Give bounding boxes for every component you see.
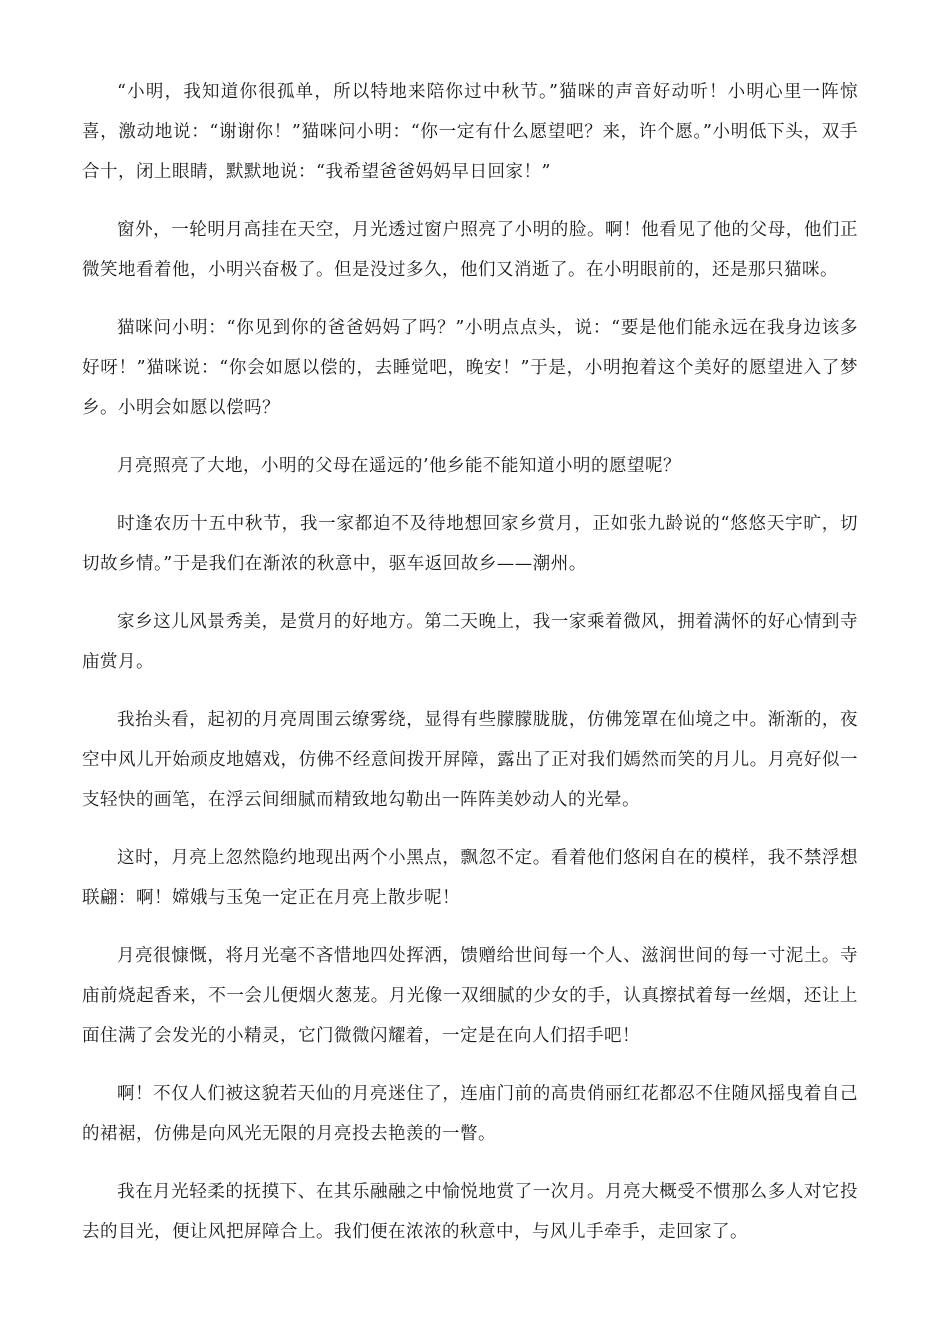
paragraph-10: 啊！不仅人们被这貌若天仙的月亮迷住了，连庙门前的高贵俏丽红花都忍不住随风摇曳着自己的裙裾，仿佛是向风光无限的月亮投去艳羡的一瞥。 [82, 1084, 858, 1144]
paragraph-5: 时逢农历十五中秋节，我一家都迫不及待地想回家乡赏月，正如张九龄说的“悠悠天宇旷，切切故乡情。”于是我们在渐浓的秋意中，驱车返回故乡——潮州。 [82, 514, 858, 574]
paragraph-4: 月亮照亮了大地，小明的父母在遥远的’他乡能不能知道小明的愿望呢？ [117, 456, 682, 476]
document-page [82, 72, 858, 1270]
paragraph-8: 这时，月亮上忽然隐约地现出两个小黑点，飘忽不定。看着他们悠闲自在的模样，我不禁浮想联翩：啊！嫦娥与玉兔一定正在月亮上散步呢！ [82, 848, 858, 908]
paragraph-7: 我抬头看，起初的月亮周围云缭雾绕，显得有些朦朦胧胧，仿佛笼罩在仙境之中。渐渐的，夜空中风儿开始顽皮地嬉戏，仿佛不经意间拨开屏障，露出了正对我们嫣然而笑的月儿。月亮好似一支轻快的画笔，在浮云间细腻而精致地勾勒出一阵阵美妙动人的光晕。 [82, 710, 858, 810]
paragraph-6: 家乡这儿风景秀美，是赏月的好地方。第二天晚上，我一家乘着微风，拥着满怀的好心情到寺庙赏月。 [82, 612, 858, 672]
paragraph-3: 猫咪问小明：“你见到你的爸爸妈妈了吗？”小明点点头，说：“要是他们能永远在我身边该多好呀！”猫咪说：“你会如愿以偿的，去睡觉吧，晚安！”于是，小明抱着这个美好的愿望进入了梦乡。小明会如愿以偿吗？ [82, 318, 858, 418]
paragraph-1: “小明，我知道你很孤单，所以特地来陪你过中秋节。”猫咪的声音好动听！小明心里一阵惊喜，激动地说：“谢谢你！”猫咪问小明：“你一定有什么愿望吧？来，许个愿。”小明低下头，双手合十，闭上眼睛，默默地说：“我希望爸爸妈妈早日回家！” [82, 82, 858, 182]
paragraph-11: 我在月光轻柔的抚摸下、在其乐融融之中愉悦地赏了一次月。月亮大概受不惯那么多人对它投去的目光，便让风把屏障合上。我们便在浓浓的秋意中，与风儿手牵手，走回家了。 [82, 1182, 858, 1242]
paragraph-9: 月亮很慷慨，将月光毫不吝惜地四处挥洒，馈赠给世间每一个人、滋润世间的每一寸泥土。寺庙前烧起香来，不一会儿便烟火葱茏。月光像一双细腻的少女的手，认真擦拭着每一丝烟，还让上面住满了会发光的小精灵，它门微微闪耀着，一定是在向人们招手吧！ [82, 946, 858, 1046]
paragraph-2: 窗外，一轮明月高挂在天空，月光透过窗户照亮了小明的脸。啊！他看见了他的父母，他们正微笑地看着他，小明兴奋极了。但是没过多久，他们又消逝了。在小明眼前的，还是那只猫咪。 [82, 220, 858, 280]
